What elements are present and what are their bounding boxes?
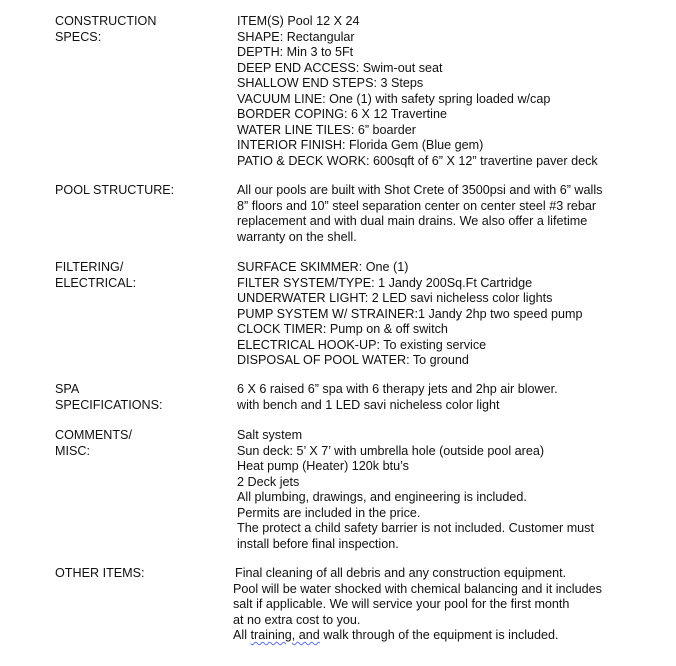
comment-line: Permits are included in the price. [237, 505, 421, 520]
structure-line: All our pools are built with Shot Crete of 3500psi and with 6” walls [237, 183, 603, 197]
section-label [55, 260, 225, 291]
section-content [237, 260, 657, 369]
spec-line: INTERIOR FINISH: Florida Gem (Blue gem) [237, 138, 484, 152]
comment-line: install before final inspection. [237, 536, 399, 551]
spec-line: WATER LINE TILES: 6” boarder [237, 122, 416, 137]
label-line: COMMENTS/ [55, 428, 132, 442]
section-label [55, 14, 225, 45]
label-line: FILTERING/ [55, 260, 124, 274]
comment-line: All plumbing, drawings, and engineering is included. [237, 490, 527, 504]
structure-line: replacement and with dual main drains. We also offer a lifetime [237, 214, 588, 228]
other-line: at no extra cost to you. [233, 612, 361, 627]
other-line: Final cleaning of all debris and any construction equipment. [235, 566, 567, 580]
spec-line: BORDER COPING: 6 X 12 Travertine [237, 107, 447, 121]
label-line: MISC: [55, 443, 90, 458]
spec-line: DEPTH: Min 3 to 5Ft [237, 45, 354, 59]
label-line: SPECIFICATIONS: [55, 397, 163, 412]
section-content [237, 183, 657, 245]
structure-line: warranty on the shell. [237, 229, 357, 244]
label-line: POOL STRUCTURE: [55, 183, 175, 197]
other-line-last [233, 628, 657, 644]
filtering-line: DISPOSAL OF POOL WATER: To ground [237, 353, 469, 367]
spec-line: SHAPE: Rectangular [237, 29, 355, 44]
spec-line: PATIO & DECK WORK: 600sqft of 6” X 12” travertine paver deck [237, 153, 598, 168]
label-line: OTHER ITEMS: [55, 566, 145, 580]
comment-line: 2 Deck jets [237, 474, 300, 489]
filtering-line: UNDERWATER LIGHT: 2 LED savi nicheless color lights [237, 291, 553, 305]
comment-line: Salt system [237, 428, 303, 442]
label-line: SPA [55, 382, 80, 396]
spellcheck-underlined-text: training, and [250, 628, 320, 642]
spa-line: 6 X 6 raised 6” spa with 6 therapy jets and 2hp air blower. [237, 382, 558, 396]
section-label [55, 566, 225, 582]
filtering-line: SURFACE SKIMMER: One (1) [237, 260, 409, 274]
filtering-line: FILTER SYSTEM/TYPE: 1 Jandy 200Sq.Ft Cartridge [237, 275, 533, 290]
spa-line: with bench and 1 LED savi nicheless color light [237, 397, 500, 412]
section-label [55, 382, 225, 413]
other-line-start: All [233, 628, 251, 642]
spec-line: VACUUM LINE: One (1) with safety spring loaded w/cap [237, 91, 551, 106]
section-label [55, 428, 225, 459]
spec-line: ITEM(S) Pool 12 X 24 [237, 14, 360, 28]
other-line: Pool will be water shocked with chemical balancing and it includes [233, 581, 602, 596]
comment-line: Sun deck: 5’ X 7’ with umbrella hole (outside pool area) [237, 443, 545, 458]
spec-line: SHALLOW END STEPS: 3 Steps [237, 76, 424, 90]
comment-line: The protect a child safety barrier is not included. Customer must [237, 521, 594, 535]
section-content [233, 566, 657, 644]
comment-line: Heat pump (Heater) 120k btu’s [237, 459, 409, 473]
label-line: ELECTRICAL: [55, 275, 137, 290]
label-line: SPECS: [55, 29, 102, 44]
section-label [55, 183, 225, 199]
other-line-end: walk through of the equipment is included. [319, 628, 559, 642]
section-content [237, 428, 657, 552]
filtering-line: CLOCK TIMER: Pump on & off switch [237, 322, 448, 336]
other-line: salt if applicable. We will service your pool for the first month [233, 597, 570, 611]
label-line: CONSTRUCTION [55, 14, 157, 28]
section-content [237, 382, 657, 413]
filtering-line: ELECTRICAL HOOK-UP: To existing service [237, 337, 487, 352]
section-content [237, 14, 657, 169]
filtering-line: PUMP SYSTEM W/ STRAINER:1 Jandy 2hp two speed pump [237, 306, 583, 321]
structure-line: 8” floors and 10” steel separation center on center steel #3 rebar [237, 198, 597, 213]
spec-line: DEEP END ACCESS: Swim-out seat [237, 60, 443, 75]
